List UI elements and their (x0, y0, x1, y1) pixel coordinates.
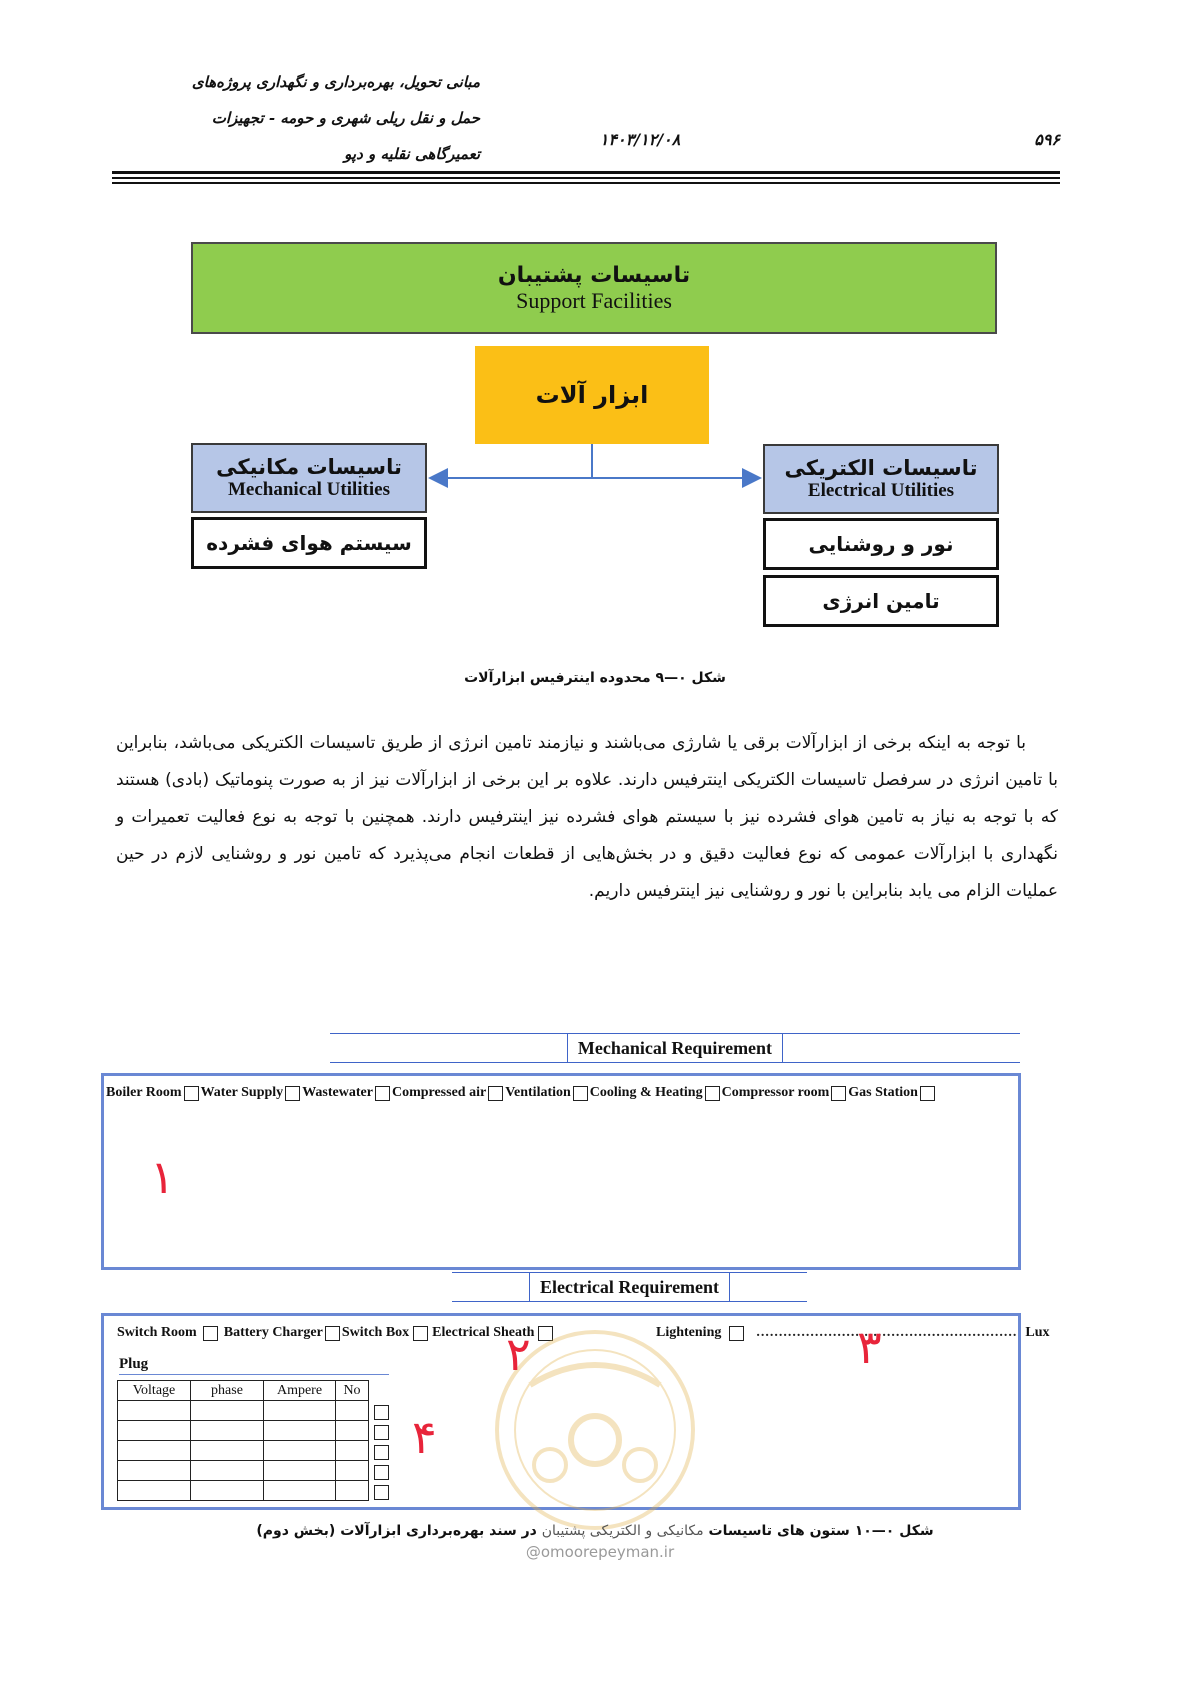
table-cell[interactable] (118, 1441, 191, 1461)
lighting-box: نور و روشنایی (763, 518, 999, 570)
column-header: phase (191, 1381, 264, 1401)
table-row (118, 1421, 369, 1441)
electrical-form-title-bar (452, 1272, 807, 1302)
annotation-number-3: ۳ (857, 1320, 882, 1374)
plug-row-checkbox[interactable] (374, 1485, 389, 1500)
boiler-room-checkbox[interactable] (184, 1086, 199, 1101)
plug-row-checkboxes (374, 1405, 389, 1505)
mechanical-utilities-box (191, 443, 427, 513)
figure-caption-2 (200, 1523, 990, 1539)
table-cell[interactable] (191, 1481, 264, 1501)
mechanical-form-title-bar (330, 1033, 1020, 1063)
electrical-utilities-fa: تاسیسات الکتریکی (784, 456, 978, 480)
table-cell[interactable] (336, 1441, 369, 1461)
annotation-number-4: ۴ (412, 1410, 437, 1464)
page-number: ۵۹۶ (1034, 130, 1060, 149)
mech-item-label: Compressed air (391, 1085, 487, 1100)
mechanical-checklist (106, 1085, 937, 1101)
document-header-title (120, 64, 480, 172)
header-title-line: حمل و نقل ریلی شهری و حومه - تجهیزات (211, 109, 480, 127)
electrical-form-title: Electrical Requirement (529, 1273, 730, 1301)
table-cell[interactable] (336, 1401, 369, 1421)
table-cell[interactable] (264, 1441, 336, 1461)
lightening-checkbox[interactable] (729, 1326, 744, 1341)
caption2-part: مکانیکی و الکتریکی پشتیبان (541, 1523, 704, 1539)
lightening-row (656, 1325, 1049, 1341)
compressed-air-box: سیستم هوای فشرده (191, 517, 427, 569)
battery-charger-checkbox[interactable] (325, 1326, 340, 1341)
table-row (118, 1401, 369, 1421)
table-cell[interactable] (264, 1481, 336, 1501)
water-supply-checkbox[interactable] (285, 1086, 300, 1101)
wastewater-checkbox[interactable] (375, 1086, 390, 1101)
header-title-line: مبانی تحویل، بهره‌برداری و نگهداری پروژه‌های (191, 73, 480, 91)
plug-row-checkbox[interactable] (374, 1405, 389, 1420)
lightening-label: Lightening (656, 1325, 722, 1340)
elec-item-label: Electrical Sheath (432, 1325, 535, 1340)
mechanical-utilities-en: Mechanical Utilities (228, 479, 390, 500)
plug-label: Plug (119, 1356, 149, 1372)
header-title-line: تعمیرگاهی نقلیه و دپو (344, 145, 480, 163)
table-row (118, 1481, 369, 1501)
annotation-number-2: ۲ (506, 1327, 531, 1381)
mech-item-label: Water Supply (200, 1085, 284, 1100)
table-cell[interactable] (336, 1481, 369, 1501)
lux-value-field[interactable]: .......................................................... (756, 1325, 1018, 1340)
table-cell[interactable] (118, 1421, 191, 1441)
table-cell[interactable] (264, 1421, 336, 1441)
plug-row-checkbox[interactable] (374, 1425, 389, 1440)
cooling-heating-checkbox[interactable] (705, 1086, 720, 1101)
header-rule (112, 182, 1060, 184)
ventilation-checkbox[interactable] (573, 1086, 588, 1101)
gas-station-checkbox[interactable] (920, 1086, 935, 1101)
switch-box-checkbox[interactable] (413, 1326, 428, 1341)
table-cell[interactable] (191, 1421, 264, 1441)
mech-item-label: Boiler Room (106, 1085, 182, 1100)
column-header: No (336, 1381, 369, 1401)
table-cell[interactable] (336, 1461, 369, 1481)
header-date: ۱۴۰۳/۱۲/۰۸ (599, 130, 681, 149)
table-cell[interactable] (336, 1421, 369, 1441)
column-header: Ampere (264, 1381, 336, 1401)
mech-item-label: Ventilation (505, 1085, 571, 1100)
body-paragraph: با توجه به اینکه برخی از ابزارآلات برقی یا شارژی می‌باشند و نیازمند تامین انرژی از طریق تاسیسات الکتریکی می‌باشد، بنابراین با تامین انرژی در سرفصل تاسیسات الکتریکی اینترفیس دارند. علاوه بر این برخی از ابزارآلات نیز از به صورت پنوماتیک (بادی) هستند که با توجه به نیاز به تامین هوای فشرده نیز با سیستم هوای فشرده نیز اینترفیس دارند. همچنین با توجه به نوع فعالیت تعمیرات و نگهداری با ابزارآلات عمومی که نوع فعالیت دقیق و در بخش‌هایی از قطعات انجام می‌پذیرد که تامین نور و روشنایی لازم در حین عملیات الزام می یابد بنابراین با نور و روشنایی نیز اینترفیس داریم. (116, 733, 1058, 901)
mech-item-label: Compressor room (721, 1085, 830, 1100)
table-cell[interactable] (118, 1461, 191, 1481)
elec-item-label: Switch Box (341, 1325, 410, 1340)
plug-row-checkbox[interactable] (374, 1445, 389, 1460)
elec-item-label: Battery Charger (223, 1325, 323, 1340)
mech-item-label: Cooling & Heating (589, 1085, 703, 1100)
annotation-number-1: ۱ (150, 1150, 175, 1204)
caption2-part: شکل ۰—۱۰ ستون های تاسیسات (703, 1523, 934, 1539)
electrical-utilities-en: Electrical Utilities (807, 480, 955, 501)
plug-row-checkbox[interactable] (374, 1465, 389, 1480)
elec-item-label: Switch Room (117, 1325, 197, 1340)
support-facilities-en: Support Facilities (516, 287, 672, 313)
mech-item-label: Gas Station (848, 1085, 918, 1100)
energy-supply-box: تامین انرژی (763, 575, 999, 627)
support-facilities-fa: تاسیسات پشتیبان (497, 262, 691, 288)
tools-label: ابزار آلات (535, 381, 649, 409)
table-cell[interactable] (264, 1401, 336, 1421)
table-row (118, 1441, 369, 1461)
plug-table (117, 1380, 369, 1501)
plug-table-header (118, 1381, 369, 1401)
column-header: Voltage (118, 1381, 191, 1401)
table-row (118, 1461, 369, 1481)
caption2-part: در سند بهره‌برداری ابزارآلات (بخش دوم) (256, 1523, 542, 1539)
support-facilities-box (191, 242, 997, 334)
electrical-utilities-box (763, 444, 999, 514)
table-cell[interactable] (191, 1441, 264, 1461)
table-cell[interactable] (191, 1461, 264, 1481)
mechanical-form-frame (101, 1073, 1021, 1270)
figure-caption-1: شکل ۰—۹ محدوده اینترفیس ابزارآلات (464, 670, 726, 686)
switch-room-checkbox[interactable] (203, 1326, 218, 1341)
table-cell[interactable] (118, 1481, 191, 1501)
compressor-room-checkbox[interactable] (831, 1086, 846, 1101)
header-rule (112, 177, 1060, 179)
tools-box (475, 346, 709, 444)
table-cell[interactable] (264, 1461, 336, 1481)
watermark-url: @omoorepeyman.ir (525, 1543, 675, 1561)
mech-item-label: Wastewater (302, 1085, 373, 1100)
plug-underline (119, 1374, 389, 1375)
lux-unit-label: Lux (1025, 1325, 1050, 1340)
compressed-air-checkbox[interactable] (488, 1086, 503, 1101)
table-cell[interactable] (118, 1401, 191, 1421)
table-cell[interactable] (191, 1401, 264, 1421)
header-rule (112, 171, 1060, 174)
mechanical-form-title: Mechanical Requirement (567, 1034, 783, 1062)
mechanical-utilities-fa: تاسیسات مکانیکی (216, 455, 402, 479)
